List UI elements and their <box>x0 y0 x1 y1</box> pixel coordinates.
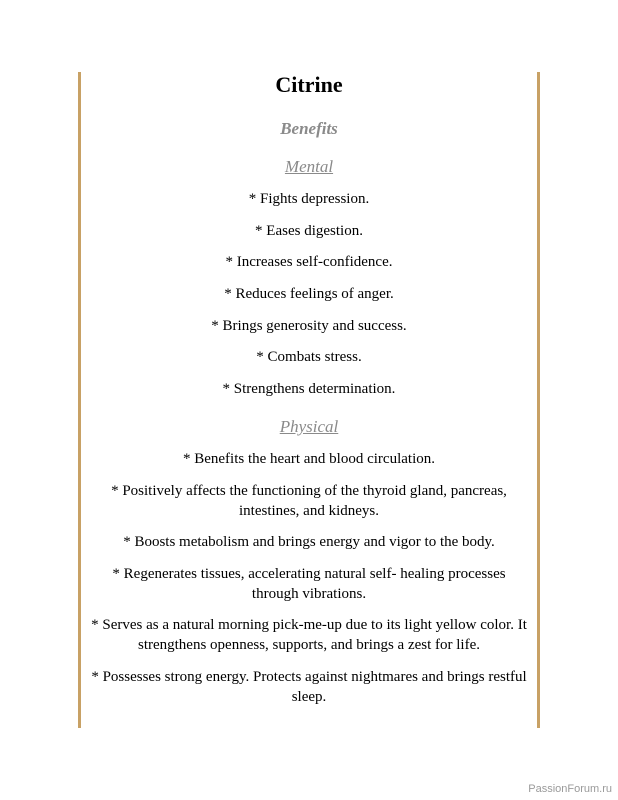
mental-benefits-list <box>84 189 534 411</box>
list-item: * Strengthens determination. <box>222 381 396 398</box>
list-item: * Boosts metabolism and brings energy and vigor to the body. <box>123 534 495 551</box>
watermark: PassionForum.ru <box>528 783 612 795</box>
benefits-subtitle: Benefits <box>280 119 338 138</box>
list-item: * Fights depression. <box>248 191 370 207</box>
page-title: Citrine <box>275 72 343 97</box>
left-border-rule <box>78 72 81 728</box>
list-item: * Possesses strong energy. Protects against nightmares and brings restful sleep. <box>91 668 527 705</box>
right-border-rule <box>537 72 540 728</box>
physical-section-heading: Physical <box>279 417 339 436</box>
list-item: * Regenerates tissues, accelerating natural self- healing processes through vibrations. <box>112 565 506 602</box>
list-item: * Eases digestion. <box>255 222 363 239</box>
list-item: * Brings generosity and success. <box>211 317 407 334</box>
list-item: * Positively affects the functioning of the thyroid gland, pancreas, intestines, and kidneys. <box>111 482 507 519</box>
physical-benefits-list <box>84 449 534 719</box>
list-item: * Serves as a natural morning pick-me-up due to its light yellow color. It strengthens openness, supports, and brings a zest for life. <box>91 617 527 654</box>
mental-section-heading: Mental <box>284 157 334 176</box>
list-item: * Reduces feelings of anger. <box>224 286 394 303</box>
list-item: * Increases self-confidence. <box>225 254 393 271</box>
list-item: * Benefits the heart and blood circulation. <box>182 451 435 467</box>
list-item: * Combats stress. <box>256 349 362 366</box>
